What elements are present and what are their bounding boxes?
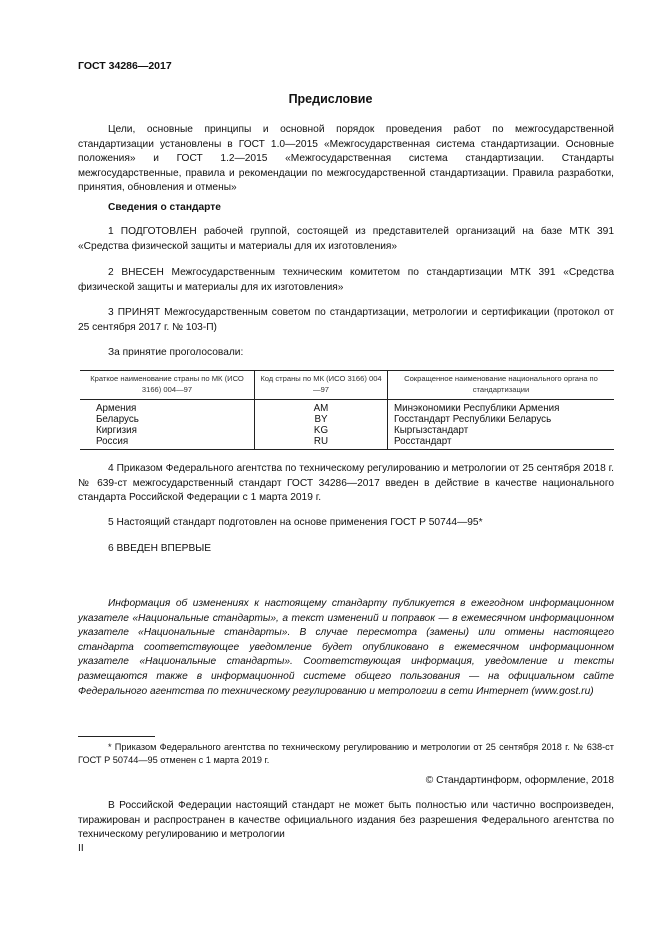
- header-country-name: Краткое наименование страны по МК (ИСО 3166) 004—97: [80, 371, 255, 400]
- table-row: [80, 414, 614, 425]
- country-code: BY: [255, 414, 388, 425]
- copyright-line: © Стандартинформ, оформление, 2018: [425, 775, 614, 786]
- item-5-paragraph: 5 Настоящий стандарт подготовлен на основе применения ГОСТ Р 50744—95*: [108, 517, 483, 528]
- page-number: II: [78, 843, 84, 854]
- standards-body: Минэкономики Республики Армения: [388, 400, 615, 415]
- item-3-paragraph: 3 ПРИНЯТ Межгосударственным советом по стандартизации, метрологии и сертификации (протокол от 25 сентября 2017 г. № 103-П): [78, 307, 614, 333]
- header-standards-body: Сокращенное наименование национального органа по стандартизации: [388, 371, 615, 400]
- intro-paragraph: Цели, основные принципы и основной порядок проведения работ по межгосударственной стандартизации установлены в ГОСТ 1.0—2015 «Межгосударственная система стандартизации. Основные положения» и ГОСТ 1.2—2015 «Межгосударственная система стандартизации. Стандарты межгосударственные, правила и рекомендации по межгосударственной стандартизации. Правила разработки, принятия, обновления и отмены»: [78, 124, 614, 194]
- vote-table-header: [80, 371, 614, 400]
- vote-table: [80, 370, 614, 450]
- item-2-paragraph: 2 ВНЕСЕН Межгосударственным техническим комитетом по стандартизации МТК 391 «Средства физической защиты и материалы для их изготовления»: [78, 267, 614, 293]
- header-country-code: Код страны по МК (ИСО 3166) 004—97: [255, 371, 388, 400]
- country-name: Россия: [80, 436, 255, 450]
- info-heading: Сведения о стандарте: [108, 202, 221, 213]
- standards-body: Госстандарт Республики Беларусь: [388, 414, 615, 425]
- country-name: Киргизия: [96, 425, 137, 436]
- footnote: * Приказом Федерального агентства по техническому регулированию и метрологии от 25 сентября 2018 г. № 638-ст ГОСТ Р 50744—95 отменен с 1 марта 2019 г.: [78, 742, 614, 766]
- table-row: [80, 425, 614, 436]
- changes-notice: Информация об изменениях к настоящему стандарту публикуется в ежегодном информационном указателе «Национальные стандарты», а текст изменений и поправок — в ежемесячном информационном указателе «Национальные стандарты». В случае пересмотра (замены) или отмены настоящего стандарта соответствующее уведомление будет опубликовано в ежемесячном информационном указателе «Национальные стандарты». Соответствующая информация, уведомление и тексты размещаются также в информационной системе общего пользования — на официальном сайте Федерального агентства по техническому регулированию и метрологии в сети Интернет (www.gost.ru): [78, 598, 614, 697]
- country-code: RU: [255, 436, 388, 450]
- standards-body: Кыргызстандарт: [388, 425, 615, 436]
- standards-body: Росстандарт: [388, 436, 615, 450]
- item-6-paragraph: 6 ВВЕДЕН ВПЕРВЫЕ: [108, 543, 212, 554]
- document-number: ГОСТ 34286—2017: [78, 60, 172, 72]
- country-code: AM: [255, 400, 388, 415]
- page-title: Предисловие: [288, 92, 373, 106]
- voted-label: За принятие проголосовали:: [108, 347, 244, 358]
- country-code: KG: [255, 425, 388, 436]
- footnote-separator: [78, 736, 155, 737]
- item-4-paragraph: 4 Приказом Федерального агентства по техническому регулированию и метрологии от 25 сентября 2018 г. № 639-ст межгосударственный стандарт ГОСТ 34286—2017 введен в действие в качестве национального стандарта Российской Федерации с 1 марта 2019 г.: [78, 463, 614, 504]
- item-1-paragraph: 1 ПОДГОТОВЛЕН рабочей группой, состоящей из представителей организаций на базе МТК 391 «Средства физической защиты и материалы для их изготовления»: [78, 226, 614, 252]
- table-row: [80, 400, 614, 415]
- table-row: [80, 436, 614, 450]
- rights-notice: В Российской Федерации настоящий стандарт не может быть полностью или частично воспроизведен, тиражирован и распространен в качестве официального издания без разрешения Федерального агентства по техническому регулированию и метрологии: [78, 800, 614, 841]
- country-name: Армения: [96, 403, 137, 414]
- country-name: Беларусь: [96, 414, 139, 425]
